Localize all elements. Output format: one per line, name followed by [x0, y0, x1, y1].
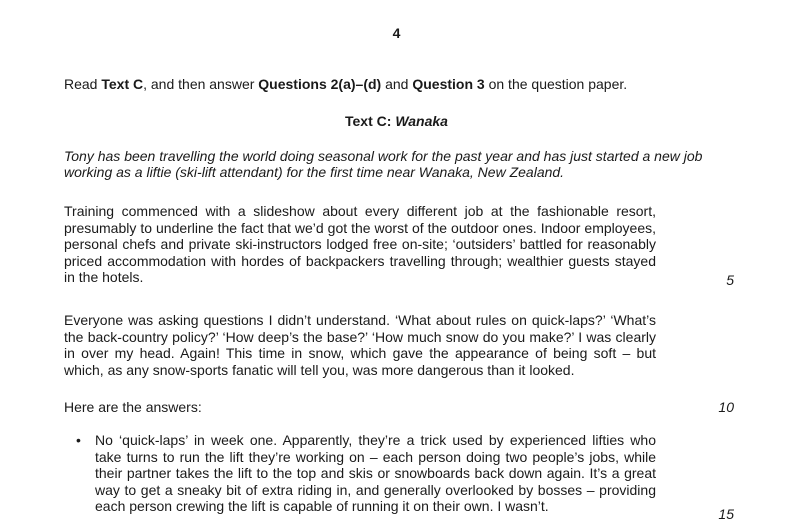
instruction-question3-ref: Question 3 — [412, 76, 485, 92]
text-title-name: Wanaka — [395, 113, 448, 129]
paragraph-text: Everyone was asking questions I didn’t understand. ‘What about rules on quick-laps?’ ‘What’s the back-country policy?’ ‘How deep’s the base?’ ‘How much snow do you make?’ I was clearly in over my head. Again! This time in snow, which gave the appearance of being soft – but which, as any snow-sports fanatic will tell you, was more dangerous than it looked. — [64, 312, 656, 378]
text-title — [0, 113, 793, 129]
instruction-text-4: on the question paper. — [484, 76, 628, 92]
bullet-icon: • — [76, 432, 81, 448]
intro-paragraph: Tony has been travelling the world doing seasonal work for the past year and has just started a new job working as a liftie (ski-lift attendant) for the first time near Wanaka, New Zealand. — [64, 148, 703, 180]
line-number-15: 15 — [718, 506, 734, 522]
instruction-questions-ref: Questions 2(a)–(d) — [258, 76, 382, 92]
paragraph-training — [64, 203, 656, 286]
bullet-list-item — [64, 432, 656, 515]
instruction-text-3: and — [381, 76, 413, 92]
text-title-prefix: Text C: — [345, 113, 396, 129]
page-number: 4 — [392, 25, 401, 41]
paragraph-questions — [64, 312, 656, 378]
paragraph-text: Training commenced with a slideshow about every different job at the fashionable resort, presumably to underline the fact that we’d got the worst of the outdoor ones. Indoor employees, personal chefs and private ski-instructors lodged free on-site; ‘outsiders’ battled for reasonably priced accommodation with hordes of backpackers travelling through; wealthier guests stayed in the hotels. — [64, 203, 656, 285]
instruction-line — [64, 75, 627, 93]
bullet-text: No ‘quick-laps’ in week one. Apparently, they’re a trick used by experienced lifties who take turns to run the lift they’re working on – each person doing two people’s jobs, while their partner takes the lift to the top and skis or snowboards back down again. It’s a great way to get a sneaky bit of extra riding in, and generally overlooked by bosses – providing each person crewing the lift is capable of running it on their own. I wasn’t. — [95, 432, 656, 514]
paragraph-answers-heading — [64, 399, 656, 416]
paragraph-text: Here are the answers: — [64, 399, 202, 415]
instruction-text-1: Read — [64, 76, 102, 92]
line-number-10: 10 — [718, 399, 734, 415]
instruction-text-ref: Text C — [101, 76, 144, 92]
instruction-text-2: , and then answer — [143, 76, 259, 92]
line-number-5: 5 — [726, 272, 734, 288]
